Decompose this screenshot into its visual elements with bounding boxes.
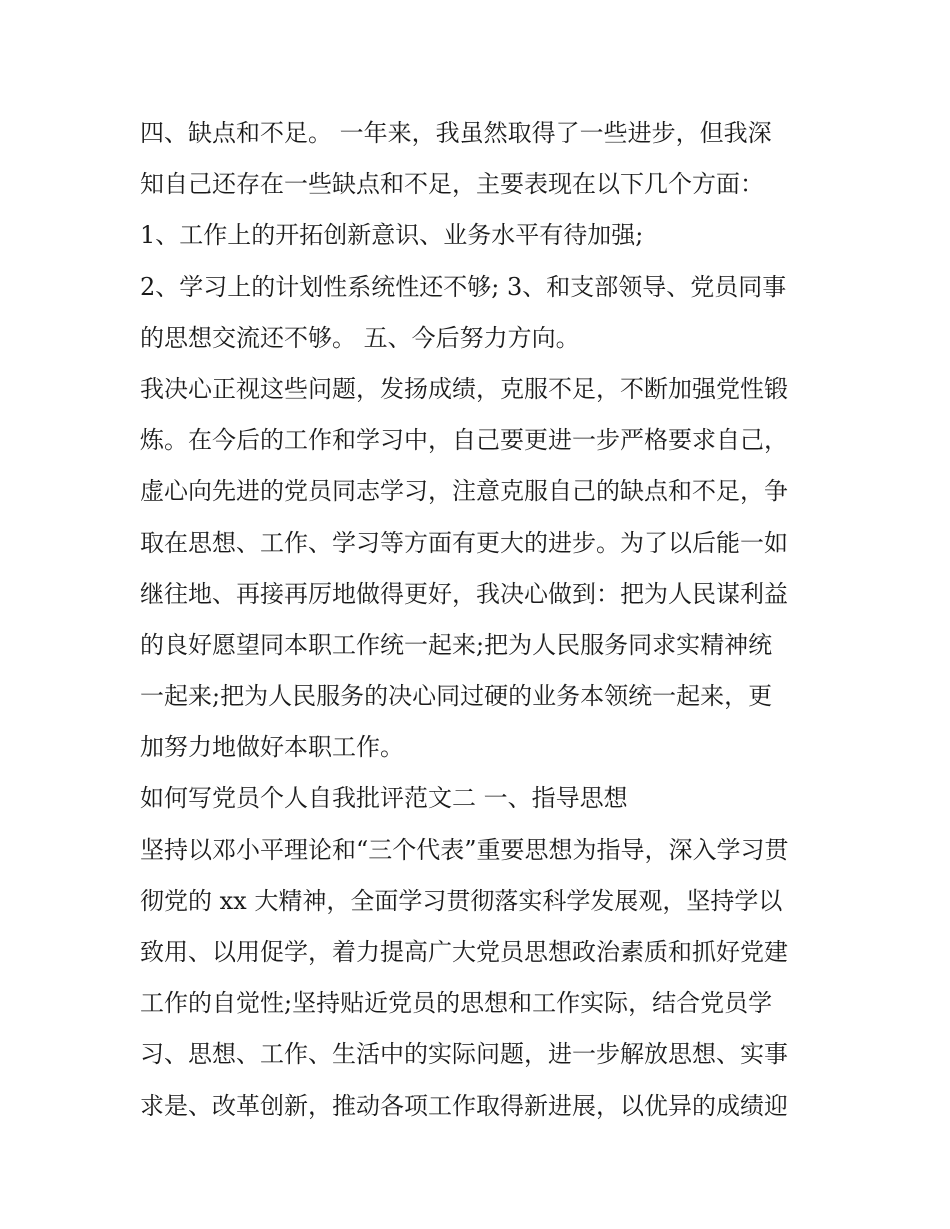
- text-line: 坚持以邓小平理论和“三个代表”重要思想为指导，深入学习贯: [140, 835, 789, 864]
- text-line: 虚心向先进的党员同志学习，注意克服自己的缺点和不足，争: [140, 477, 788, 506]
- text-line: 四、缺点和不足。 一年来，我虽然取得了一些进步，但我深: [140, 119, 772, 147]
- text-line: 彻党的 xx 大精神，全面学习贯彻落实科学发展观，坚持学以: [140, 886, 783, 915]
- text-line: 致用、以用促学，着力提高广大党员思想政治素质和抓好党建: [140, 938, 788, 966]
- text-line: 习、思想、工作、生活中的实际问题，进一步解放思想、实事: [140, 1040, 788, 1069]
- text-line: 加努力地做好本职工作。: [140, 733, 404, 762]
- text-line: 1、工作上的开拓创新意识、业务水平有待加强;: [140, 221, 644, 250]
- text-line: 炼。在今后的工作和学习中，自己要更进一步严格要求自己，: [140, 426, 788, 455]
- document-body: [140, 108, 820, 1132]
- text-line: 继往地、再接再厉地做得更好，我决心做到：把为人民谋利益: [140, 579, 788, 608]
- text-line: 的思想交流还不够。 五、今后努力方向。: [140, 323, 580, 352]
- text-line: 我决心正视这些问题，发扬成绩，克服不足，不断加强党性锻: [140, 374, 788, 403]
- section-heading: 如何写党员个人自我批评范文二 一、指导思想: [140, 784, 628, 813]
- text-line: 的良好愿望同本职工作统一起来;把为人民服务同求实精神统: [140, 630, 773, 659]
- text-line: 一起来;把为人民服务的决心同过硬的业务本领统一起来，更: [140, 682, 773, 711]
- text-line: 求是、改革创新，推动各项工作取得新进展，以优异的成绩迎: [140, 1091, 788, 1120]
- text-line: 取在思想、工作、学习等方面有更大的进步。为了以后能一如: [140, 528, 788, 557]
- text-line: 2、学习上的计划性系统性还不够; 3、和支部领导、党员同事: [140, 272, 787, 301]
- text-line: 知自己还存在一些缺点和不足，主要表现在以下几个方面：: [140, 170, 764, 199]
- text-line: 工作的自觉性;坚持贴近党员的思想和工作实际，结合党员学: [140, 989, 773, 1018]
